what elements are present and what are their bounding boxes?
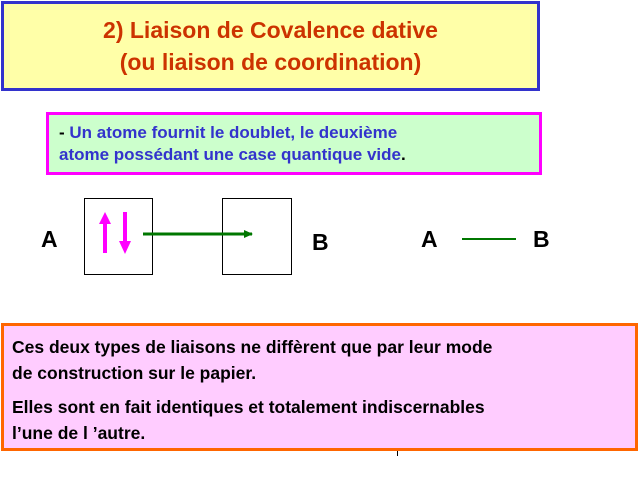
definition-dash: - <box>59 123 65 142</box>
conclusion-paragraph-2 <box>12 394 627 446</box>
conclusion-p2-line-1: Elles sont en fait identiques et totalement indiscernables <box>12 397 485 417</box>
title-line-1: 2) Liaison de Covalence dative <box>103 17 438 43</box>
atom-b-label: B <box>312 229 329 255</box>
conclusion-box <box>1 323 638 451</box>
result-b-label: B <box>533 226 550 252</box>
conclusion-paragraph-1 <box>12 334 627 386</box>
stray-tick-mark <box>397 451 398 456</box>
definition-period: . <box>400 145 406 164</box>
atom-a-label: A <box>41 226 58 252</box>
electron-up-arrow <box>99 212 111 253</box>
definition-text-line-2: atome possédant une case quantique vide <box>59 145 401 164</box>
title-line-2: (ou liaison de coordination) <box>119 49 422 75</box>
conclusion-p1-line-1: Ces deux types de liaisons ne diffèrent que par leur mode <box>12 337 493 357</box>
result-a-label: A <box>421 226 438 252</box>
electron-down-arrow <box>119 212 131 254</box>
conclusion-p2-line-2: l’une de l ’autre. <box>12 423 146 443</box>
definition-text-line-1: Un atome fournit le doublet, le deuxième <box>69 123 398 142</box>
conclusion-p1-line-2: de construction sur le papier. <box>12 363 257 383</box>
